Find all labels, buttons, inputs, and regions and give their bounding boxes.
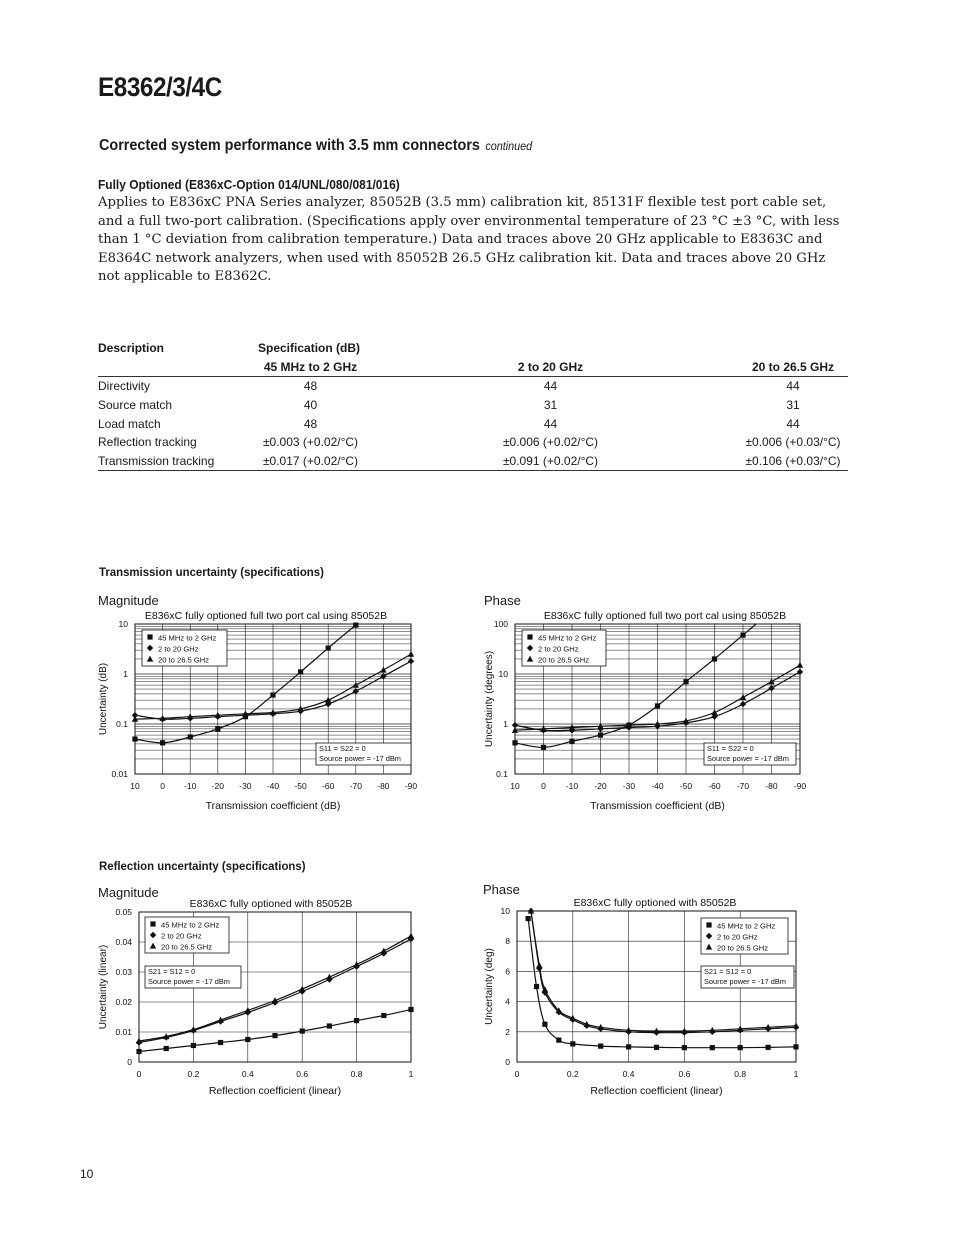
chart-title: E836xC fully optioned with 85052B [189, 898, 353, 910]
marker-square [381, 1013, 386, 1018]
note-text: S11 = S22 = 0 [707, 744, 754, 753]
marker-square [738, 1045, 743, 1050]
row-description: Reflection tracking [98, 435, 197, 450]
row-description: Directivity [98, 379, 151, 394]
marker-square [215, 726, 220, 731]
note-text: Source power = -17 dBm [704, 977, 786, 986]
header-specification: Specification (dB) [258, 341, 361, 356]
y-axis-label: Uncertainty (dB) [98, 662, 109, 736]
chart-transmission-magnitude [90, 606, 430, 816]
marker-square [598, 732, 603, 737]
marker-square [526, 916, 531, 921]
y-tick-label: 8 [505, 936, 510, 947]
legend-entry: 2 to 20 GHz [717, 932, 758, 942]
marker-square [793, 1044, 798, 1049]
note-text: S11 = S22 = 0 [319, 744, 366, 753]
y-tick-label: 0.04 [115, 937, 132, 947]
marker-triangle [768, 678, 774, 684]
note-text: S21 = S12 = 0 [704, 967, 752, 976]
marker-square [541, 745, 546, 750]
table-row [98, 414, 848, 433]
legend-entry: 2 to 20 GHz [158, 644, 199, 654]
marker-square [512, 740, 517, 745]
marker-triangle [381, 948, 387, 954]
marker-square [326, 645, 331, 650]
x-tick-label: 0 [160, 781, 165, 791]
x-tick-label: -90 [793, 781, 807, 791]
legend-entry: 2 to 20 GHz [161, 931, 202, 941]
marker-triangle [353, 682, 359, 688]
y-tick-label: 1 [503, 719, 508, 729]
y-tick-label: 0 [127, 1057, 132, 1067]
y-tick-label: 6 [505, 966, 510, 977]
sub-heading: Fully Optioned (E836xC-Option 014/UNL/080/081/016) [98, 177, 400, 192]
row-value-band-1: 48 [303, 379, 318, 394]
row-value-band-3: 44 [786, 379, 800, 394]
marker-square [270, 692, 275, 697]
marker-triangle [740, 694, 746, 700]
x-tick-label: -30 [622, 781, 636, 791]
legend-entry: 2 to 20 GHz [538, 644, 579, 654]
x-tick-label: 0 [136, 1069, 142, 1079]
y-axis-label: Uncertainty (linear) [98, 944, 109, 1030]
chart-2-panel-label: Phase [484, 593, 521, 608]
row-value-band-3: 44 [786, 416, 800, 431]
x-tick-label: -90 [404, 781, 418, 791]
y-tick-label: 0.01 [115, 1027, 132, 1037]
x-tick-label: -10 [565, 781, 579, 791]
note-text: Source power = -17 dBm [319, 754, 401, 763]
x-tick-label: -10 [184, 781, 197, 791]
marker-square [327, 1023, 332, 1028]
y-tick-label: 0 [505, 1057, 510, 1067]
y-axis-label: Uncertainty (deg) [484, 948, 495, 1025]
chart-reflection-magnitude [90, 895, 430, 1100]
header-band-2: 2 to 20 GHz [363, 358, 738, 377]
row-value-band-1: ±0.017 (+0.02/°C) [258, 452, 363, 471]
row-value-band-2: ±0.091 (+0.02/°C) [363, 452, 738, 471]
x-tick-label: -20 [594, 781, 607, 791]
row-value-band-2: 44 [543, 379, 558, 394]
x-axis-label: Reflection coefficient (linear) [590, 1085, 723, 1097]
marker-square [534, 984, 539, 989]
x-tick-label: 0.8 [734, 1069, 747, 1079]
marker-square [147, 634, 152, 639]
y-tick-label: 0.03 [115, 967, 132, 977]
intro-paragraph: Applies to E836xC PNA Series analyzer, 85052B (3.5 mm) calibration kit, 85131F flexible test port cable set, and a full two-port calibration. (Specifications apply over environmental temperature of 23 °C ±3 °C, with less than 1 °C deviation from calibration temperature.) Data and traces above 20 GHz applicable to E8363C and E8364C network analyzers, when used with 85052B 26.5 GHz calibration kit. Data and traces above 20 GHz not applicable to E8362C. [98, 195, 840, 285]
header-band-3: 20 to 26.5 GHz [738, 358, 848, 377]
marker-square [682, 1045, 687, 1050]
header-description: Description [98, 341, 165, 356]
transmission-heading: Transmission uncertainty (specifications) [99, 565, 324, 579]
marker-square [527, 634, 532, 639]
x-tick-label: -40 [266, 781, 280, 791]
reflection-heading: Reflection uncertainty (specifications) [99, 859, 306, 873]
marker-square [245, 1037, 250, 1042]
note-text: Source power = -17 dBm [148, 977, 230, 986]
marker-diamond [768, 685, 774, 691]
document-title: E8362/3/4C [98, 72, 222, 102]
y-tick-label: 2 [505, 1026, 510, 1037]
legend-entry: 20 to 26.5 GHz [158, 655, 210, 665]
marker-square [354, 1018, 359, 1023]
x-tick-label: 0.4 [622, 1069, 635, 1079]
y-tick-label: 0.05 [115, 907, 132, 917]
chart-transmission-phase [476, 606, 816, 816]
marker-square [654, 1045, 659, 1050]
marker-square [598, 1044, 603, 1049]
y-tick-label: 10 [118, 619, 128, 629]
row-description: Source match [98, 398, 173, 413]
table-row [98, 396, 848, 415]
marker-triangle [536, 962, 542, 968]
x-tick-label: -50 [679, 781, 693, 791]
y-tick-label: 100 [493, 619, 508, 629]
marker-square [710, 1045, 715, 1050]
marker-square [300, 1029, 305, 1034]
x-axis-label: Transmission coefficient (dB) [590, 800, 725, 812]
marker-square [706, 922, 711, 927]
x-tick-label: 0.6 [678, 1069, 691, 1079]
marker-triangle [408, 651, 414, 657]
note-text: Source power = -17 dBm [707, 754, 789, 763]
chart-title: E836xC fully optioned full two port cal using 85052B [144, 610, 388, 622]
spec-table [98, 339, 848, 471]
marker-square [164, 1046, 169, 1051]
y-tick-label: 0.02 [115, 997, 132, 1007]
marker-square [160, 740, 165, 745]
marker-square [626, 1044, 631, 1049]
legend-entry: 20 to 26.5 GHz [717, 943, 769, 953]
legend-entry: 45 MHz to 2 GHz [717, 921, 776, 931]
marker-square [272, 1033, 277, 1038]
chart-1-panel-label: Magnitude [98, 593, 159, 608]
x-tick-label: 1 [408, 1069, 414, 1079]
section-heading [99, 137, 532, 155]
row-value-band-1: ±0.003 (+0.02/°C) [262, 435, 359, 450]
row-value-band-3: 31 [786, 398, 800, 413]
x-tick-label: 10 [130, 781, 140, 791]
x-tick-label: -30 [239, 781, 252, 791]
chart-4-panel-label: Phase [483, 882, 520, 897]
y-tick-label: 1 [123, 669, 128, 679]
marker-square [408, 1007, 413, 1012]
table-row [98, 433, 848, 452]
header-band-1: 45 MHz to 2 GHz [258, 358, 363, 377]
series-line-diamond [139, 939, 411, 1043]
y-tick-label: 0.01 [111, 769, 128, 779]
chart-title: E836xC fully optioned full two port cal using 85052B [543, 610, 787, 622]
series-line-square [139, 1010, 411, 1052]
marker-square [188, 734, 193, 739]
marker-triangle [408, 933, 414, 939]
row-value-band-1: 48 [303, 416, 318, 431]
legend-entry: 20 to 26.5 GHz [538, 655, 590, 665]
x-tick-label: 0.2 [187, 1069, 200, 1079]
chart-title: E836xC fully optioned with 85052B [573, 897, 737, 909]
x-tick-label: -70 [736, 781, 750, 791]
page-number: 10 [80, 1167, 94, 1181]
marker-square [740, 632, 745, 637]
marker-square [218, 1040, 223, 1045]
y-tick-label: 0.1 [116, 719, 128, 729]
x-tick-label: 0.2 [566, 1069, 579, 1079]
legend-entry: 45 MHz to 2 GHz [538, 633, 597, 643]
x-tick-label: 0 [541, 781, 546, 791]
marker-diamond [740, 701, 746, 707]
chart-reflection-phase [476, 895, 816, 1100]
marker-square [132, 736, 137, 741]
section-heading-text: Corrected system performance with 3.5 mm connectors [99, 137, 480, 154]
row-value-band-1: 40 [303, 398, 318, 413]
row-description: Transmission tracking [98, 452, 258, 471]
x-tick-label: 10 [510, 781, 520, 791]
row-value-band-2: 31 [543, 398, 558, 413]
row-value-band-2: 44 [543, 416, 558, 431]
x-tick-label: -80 [377, 781, 390, 791]
x-tick-label: -80 [765, 781, 778, 791]
row-value-band-3: ±0.006 (+0.03/°C) [745, 435, 841, 450]
marker-square [353, 623, 358, 628]
x-tick-label: 0.6 [296, 1069, 309, 1079]
x-tick-label: -40 [651, 781, 664, 791]
marker-square [298, 669, 303, 674]
marker-square [556, 1038, 561, 1043]
marker-square [569, 739, 574, 744]
x-tick-label: 1 [793, 1069, 799, 1079]
row-description: Load match [98, 416, 161, 431]
y-tick-label: 10 [500, 906, 510, 916]
legend-entry: 20 to 26.5 GHz [161, 942, 213, 952]
x-tick-label: 0 [514, 1069, 520, 1079]
x-tick-label: -20 [211, 781, 224, 791]
x-tick-label: 0.8 [350, 1069, 363, 1079]
legend-entry: 45 MHz to 2 GHz [158, 633, 217, 643]
row-value-band-3: ±0.106 (+0.03/°C) [738, 452, 848, 471]
x-axis-label: Transmission coefficient (dB) [205, 800, 341, 812]
marker-square [150, 921, 155, 926]
marker-square [570, 1041, 575, 1046]
y-tick-label: 0.1 [496, 769, 508, 779]
marker-square [655, 703, 660, 708]
marker-triangle [797, 662, 803, 668]
y-tick-label: 10 [498, 669, 508, 679]
marker-square [683, 679, 688, 684]
table-row [98, 452, 848, 471]
row-value-band-2: ±0.006 (+0.02/°C) [502, 435, 599, 450]
marker-square [712, 656, 717, 661]
marker-square [542, 1022, 547, 1027]
y-axis-label: Uncertainty (degrees) [484, 650, 495, 748]
x-tick-label: -60 [708, 781, 721, 791]
x-tick-label: -60 [322, 781, 335, 791]
table-row [98, 377, 848, 396]
header-blank [98, 358, 258, 377]
x-axis-label: Reflection coefficient (linear) [208, 1085, 342, 1097]
marker-square [191, 1043, 196, 1048]
x-tick-label: -50 [294, 781, 307, 791]
marker-square [136, 1049, 141, 1054]
section-heading-note: continued [485, 139, 533, 153]
marker-square [766, 1045, 771, 1050]
x-tick-label: -70 [349, 781, 362, 791]
marker-triangle [380, 667, 386, 673]
x-tick-label: 0.4 [241, 1069, 254, 1079]
legend-entry: 45 MHz to 2 GHz [161, 920, 220, 930]
chart-3-panel-label: Magnitude [98, 885, 159, 900]
y-tick-label: 4 [505, 996, 510, 1007]
note-text: S21 = S12 = 0 [148, 967, 196, 976]
